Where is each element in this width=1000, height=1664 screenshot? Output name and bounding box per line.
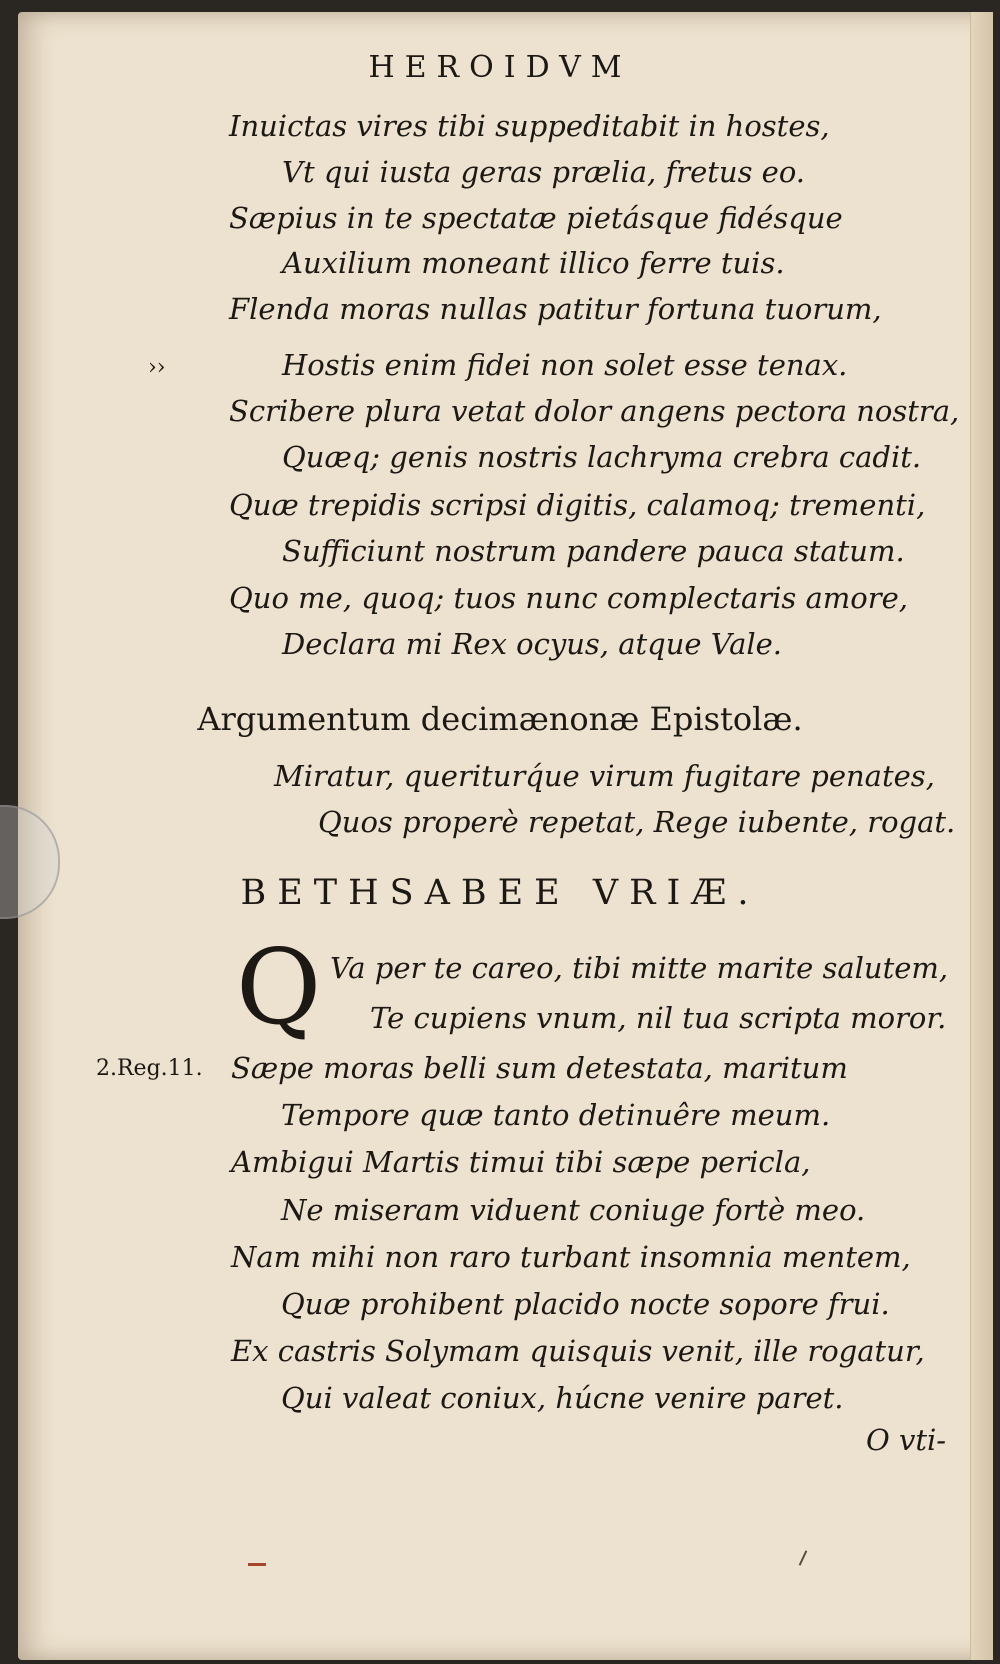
verse-line: Va per te careo, tibi mitte marite salutem,: [330, 951, 949, 985]
drop-cap: Q: [236, 926, 322, 1048]
margin-quote-mark: ››: [148, 355, 166, 380]
verse-line: Sæpe moras belli sum detestata, maritum: [231, 1051, 848, 1085]
verse-line: Scribere plura vetat dolor angens pectora nostra,: [229, 394, 960, 428]
page-edge: [970, 12, 993, 1660]
verse-line: Ne miseram viduent coniuge fortè meo.: [281, 1193, 866, 1227]
catchword: O vti-: [866, 1423, 947, 1457]
verse-line: Te cupiens vnum, nil tua scripta moror.: [370, 1001, 947, 1035]
verse-line: Hostis enim fidei non solet esse tenax.: [282, 348, 848, 382]
verse-line: Ex castris Solymam quisquis venit, ille rogatur,: [231, 1334, 925, 1368]
verse-line: Declara mi Rex ocyus, atque Vale.: [282, 627, 783, 661]
verse-line: Quæ trepidis scripsi digitis, calamoq; trementi,: [229, 488, 926, 522]
ink-mark: [248, 1563, 266, 1566]
verse-line: Quæq; genis nostris lachryma crebra cadit.: [282, 440, 922, 474]
verse-line: Nam mihi non raro turbant insomnia mentem,: [231, 1240, 911, 1274]
verse-line: Flenda moras nullas patitur fortuna tuorum,: [229, 292, 882, 326]
argument-title: Argumentum decimænonæ Epistolæ.: [197, 700, 803, 738]
verse-line: Quæ prohibent placido nocte sopore frui.: [281, 1287, 890, 1321]
verse-line: Tempore quæ tanto detinuêre meum.: [281, 1098, 831, 1132]
argument-line: Quos properè repetat, Rege iubente, rogat.: [318, 805, 956, 839]
verse-line: Quo me, quoq; tuos nunc complectaris amore,: [229, 581, 908, 615]
running-head: HEROIDVM: [368, 50, 632, 85]
letter-title: BETHSABEE VRIÆ.: [240, 873, 760, 913]
margin-reference: 2.Reg.11.: [96, 1056, 203, 1081]
argument-line: Miratur, queriturq́ue virum fugitare penates,: [274, 759, 935, 793]
verse-line: Vt qui iusta geras prælia, fretus eo.: [282, 155, 806, 189]
verse-line: Inuictas vires tibi suppeditabit in hostes,: [229, 109, 830, 143]
verse-line: Sæpius in te spectatæ pietásque fidésque: [229, 201, 843, 235]
verse-line: Ambigui Martis timui tibi sæpe pericla,: [231, 1145, 811, 1179]
verse-line: Auxilium moneant illico ferre tuis.: [282, 246, 785, 280]
verse-line: Qui valeat coniux, húcne venire paret.: [281, 1381, 844, 1415]
verse-line: Sufficiunt nostrum pandere pauca statum.: [282, 534, 905, 568]
